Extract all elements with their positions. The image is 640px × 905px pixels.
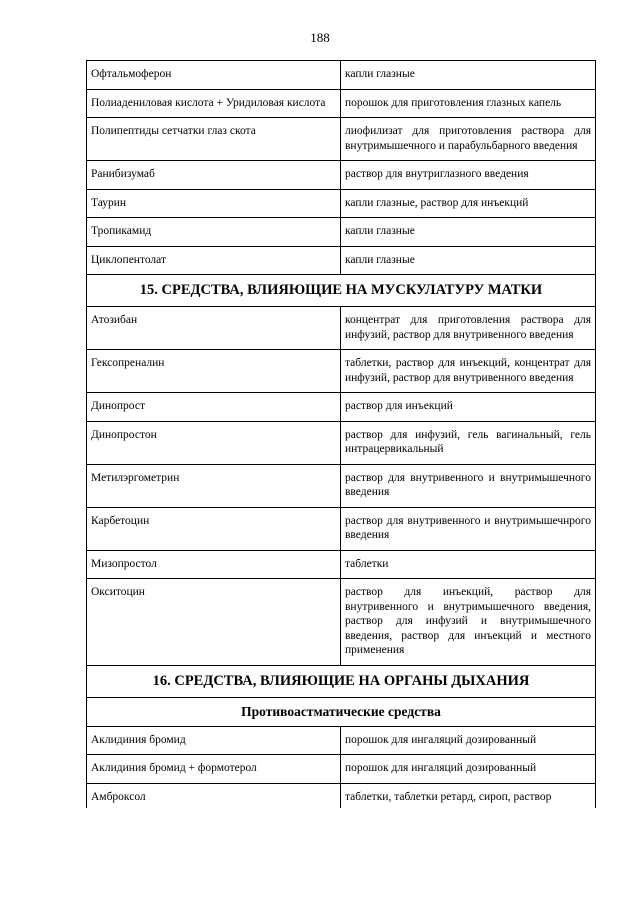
dosage-form-cell: таблетки: [341, 550, 596, 579]
table-row: [87, 89, 596, 118]
page-number: 188: [310, 30, 330, 45]
subsection-header-row: [87, 697, 596, 726]
dosage-form-cell: порошок для ингаляций дозированный: [341, 726, 596, 755]
table-row: [87, 783, 596, 808]
drug-name-cell: Офтальмоферон: [87, 61, 341, 90]
drug-name-cell: Аклидиния бромид: [87, 726, 341, 755]
drug-name-cell: Циклопентолат: [87, 246, 341, 275]
drug-name-cell: Амброксол: [87, 783, 341, 808]
table-row: [87, 726, 596, 755]
table-row: [87, 393, 596, 422]
dosage-form-cell: таблетки, раствор для инъекций, концентрат для инфузий, раствор для внутривенного введения: [341, 350, 596, 393]
drug-name-cell: Карбетоцин: [87, 507, 341, 550]
section-header-row: [87, 275, 596, 307]
table-row: [87, 507, 596, 550]
drug-name-cell: Мизопростол: [87, 550, 341, 579]
table-row: [87, 189, 596, 218]
dosage-form-cell: капли глазные: [341, 61, 596, 90]
drug-name-cell: Метилэргометрин: [87, 464, 341, 507]
dosage-form-cell: капли глазные: [341, 246, 596, 275]
table-row: [87, 161, 596, 190]
table-row: [87, 218, 596, 247]
table-row: [87, 421, 596, 464]
drug-name-cell: Таурин: [87, 189, 341, 218]
dosage-form-cell: порошок для приготовления глазных капель: [341, 89, 596, 118]
drug-name-cell: Тропикамид: [87, 218, 341, 247]
section-title: 15. СРЕДСТВА, ВЛИЯЮЩИЕ НА МУСКУЛАТУРУ МАТКИ: [87, 275, 596, 307]
table-row: [87, 246, 596, 275]
dosage-form-cell: раствор для инфузий, гель вагинальный, гель интрацервикальный: [341, 421, 596, 464]
table-row: [87, 118, 596, 161]
drug-table-body: [87, 61, 596, 809]
dosage-form-cell: капли глазные, раствор для инъекций: [341, 189, 596, 218]
dosage-form-cell: капли глазные: [341, 218, 596, 247]
drug-name-cell: Полиадениловая кислота + Уридиловая кислота: [87, 89, 341, 118]
dosage-form-cell: порошок для ингаляций дозированный: [341, 755, 596, 784]
table-row: [87, 755, 596, 784]
table-row: [87, 579, 596, 666]
drug-table: [86, 60, 596, 808]
drug-name-cell: Гексопреналин: [87, 350, 341, 393]
table-row: [87, 550, 596, 579]
dosage-form-cell: раствор для инъекций, раствор для внутривенного и внутримышечного введения, раствор для инфузий и внутримышечного введения, раствор для инъекций и местного применения: [341, 579, 596, 666]
section-header-row: [87, 665, 596, 697]
drug-name-cell: Динопрост: [87, 393, 341, 422]
subsection-title: Противоастматические средства: [87, 697, 596, 726]
drug-name-cell: Окситоцин: [87, 579, 341, 666]
drug-name-cell: Аклидиния бромид + формотерол: [87, 755, 341, 784]
drug-name-cell: Динопростон: [87, 421, 341, 464]
table-row: [87, 61, 596, 90]
drug-name-cell: Атозибан: [87, 307, 341, 350]
dosage-form-cell: раствор для инъекций: [341, 393, 596, 422]
dosage-form-cell: раствор для внутриглазного введения: [341, 161, 596, 190]
dosage-form-cell: раствор для внутривенного и внутримышечнрого введения: [341, 507, 596, 550]
drug-name-cell: Полипептиды сетчатки глаз скота: [87, 118, 341, 161]
table-row: [87, 464, 596, 507]
table-row: [87, 307, 596, 350]
section-title: 16. СРЕДСТВА, ВЛИЯЮЩИЕ НА ОРГАНЫ ДЫХАНИЯ: [87, 665, 596, 697]
dosage-form-cell: концентрат для приготовления раствора для инфузий, раствор для внутривенного введения: [341, 307, 596, 350]
drug-name-cell: Ранибизумаб: [87, 161, 341, 190]
table-row: [87, 350, 596, 393]
dosage-form-cell: раствор для внутривенного и внутримышечного введения: [341, 464, 596, 507]
dosage-form-cell: таблетки, таблетки ретард, сироп, раствор: [341, 783, 596, 808]
dosage-form-cell: лиофилизат для приготовления раствора для внутримышечного и парабульбарного введения: [341, 118, 596, 161]
